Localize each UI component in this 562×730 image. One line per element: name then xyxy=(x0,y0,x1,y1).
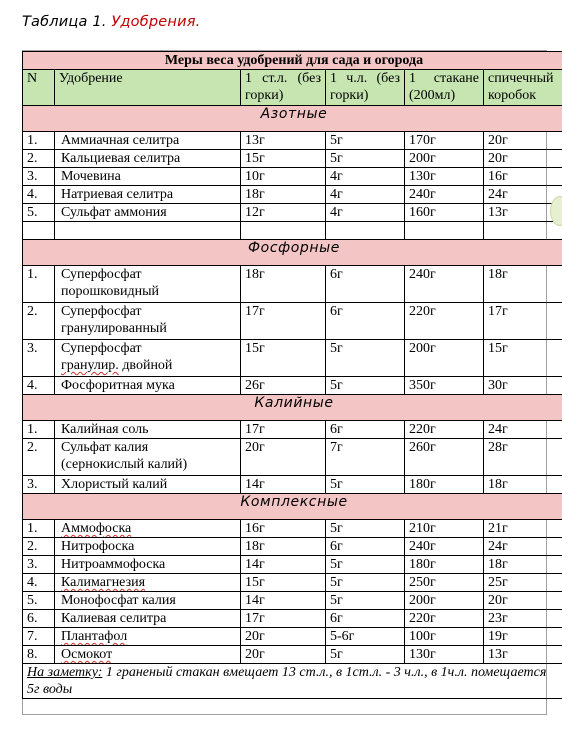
header-fertilizer: Удобрение xyxy=(55,70,241,106)
fertilizer-name xyxy=(55,592,241,610)
fertilizer-name-line: Калиевая селитра xyxy=(61,611,167,626)
fertilizer-name-line: Нитроаммофоска xyxy=(61,557,166,572)
caption-prefix: Таблица 1. xyxy=(22,14,107,30)
glass-weight: 240г xyxy=(405,186,484,204)
header-glass-line2: (200мл) xyxy=(409,88,456,103)
header-tablespoon xyxy=(241,70,326,106)
fertilizer-name-line: Сульфат аммония xyxy=(61,205,167,220)
note-text: 1 граненый стакан вмещает 13 ст.л., в 1ст.л. - 3 ч.л., в 1ч.л. помещается 5г воды xyxy=(27,665,547,697)
header-matchbox-line1: спичечный xyxy=(488,71,554,86)
teaspoon-weight: 5г xyxy=(326,476,405,494)
spoon-weight: 12г xyxy=(241,204,326,222)
table-row xyxy=(23,538,562,556)
row-number: 1. xyxy=(23,266,55,303)
box-weight: 17г xyxy=(484,303,562,340)
row-number: 1. xyxy=(23,421,55,439)
table-row xyxy=(23,646,562,664)
header-tablespoon-line2: горки) xyxy=(245,88,284,103)
fertilizer-name xyxy=(55,610,241,628)
fertilizer-name xyxy=(55,628,241,646)
row-number: 8. xyxy=(23,646,55,664)
spoon-weight: 20г xyxy=(241,439,326,476)
glass-weight: 160г xyxy=(405,204,484,222)
teaspoon-weight: 6г xyxy=(326,266,405,303)
table-row xyxy=(23,476,562,494)
fertilizer-name xyxy=(55,150,241,168)
column-header-row xyxy=(23,70,562,106)
spoon-weight: 18г xyxy=(241,186,326,204)
fertilizer-name-line: Аммиачная селитра xyxy=(61,133,180,148)
glass-weight: 200г xyxy=(405,150,484,168)
note-label: На заметку: xyxy=(27,665,103,680)
fertilizer-name-line: гранулир. двойной xyxy=(61,358,173,373)
note-row xyxy=(23,664,562,699)
fertilizer-name-line: (сернокислый калий) xyxy=(61,457,188,472)
header-teaspoon-line2: горки) xyxy=(330,88,369,103)
fertilizer-name-line: Натриевая селитра xyxy=(61,187,174,202)
spoon-weight: 18г xyxy=(241,538,326,556)
spoon-weight: 20г xyxy=(241,646,326,664)
spoon-weight: 15г xyxy=(241,574,326,592)
table-row xyxy=(23,222,562,240)
fertilizer-name-line: Осмокот xyxy=(61,647,113,662)
table-row xyxy=(23,439,562,476)
glass-weight: 220г xyxy=(405,421,484,439)
table-row xyxy=(23,520,562,538)
teaspoon-weight: 6г xyxy=(326,421,405,439)
teaspoon-weight: 5-6г xyxy=(326,628,405,646)
table-row xyxy=(23,556,562,574)
row-number: 3. xyxy=(23,340,55,377)
box-weight: 18г xyxy=(484,556,562,574)
glass-weight: 170г xyxy=(405,132,484,150)
glass-weight: 240г xyxy=(405,266,484,303)
glass-weight: 210г xyxy=(405,520,484,538)
table-caption xyxy=(22,14,200,30)
row-number: 6. xyxy=(23,610,55,628)
teaspoon-weight: 6г xyxy=(326,610,405,628)
teaspoon-weight: 4г xyxy=(326,186,405,204)
row-number: 2. xyxy=(23,303,55,340)
box-weight: 18г xyxy=(484,266,562,303)
teaspoon-weight: 5г xyxy=(326,132,405,150)
spoon-weight: 17г xyxy=(241,610,326,628)
teaspoon-weight: 7г xyxy=(326,439,405,476)
table-row xyxy=(23,377,562,395)
row-number xyxy=(23,222,55,240)
fertilizer-name-line: Сульфат калия xyxy=(61,440,149,455)
section-header-row xyxy=(23,494,562,520)
fertilizer-name-line: Аммофоска xyxy=(61,521,132,536)
fertilizer-name xyxy=(55,439,241,476)
glass-weight: 250г xyxy=(405,574,484,592)
glass-weight: 130г xyxy=(405,168,484,186)
table-row xyxy=(23,628,562,646)
glass-weight: 240г xyxy=(405,538,484,556)
table-row xyxy=(23,266,562,303)
fertilizer-name-line: Фосфоритная мука xyxy=(61,378,175,393)
spoon-weight: 17г xyxy=(241,421,326,439)
row-number: 2. xyxy=(23,150,55,168)
teaspoon-weight: 5г xyxy=(326,592,405,610)
table-row xyxy=(23,340,562,377)
row-number: 4. xyxy=(23,186,55,204)
section-title: Азотные xyxy=(23,106,562,132)
teaspoon-weight: 5г xyxy=(326,150,405,168)
spoon-weight: 18г xyxy=(241,266,326,303)
fertilizer-name xyxy=(55,520,241,538)
row-number: 2. xyxy=(23,439,55,476)
section-header-row xyxy=(23,395,562,421)
teaspoon-weight: 5г xyxy=(326,556,405,574)
note xyxy=(23,664,562,699)
box-weight: 20г xyxy=(484,132,562,150)
section-header-row xyxy=(23,106,562,132)
header-glass xyxy=(405,70,484,106)
fertilizer-name xyxy=(55,556,241,574)
row-number: 5. xyxy=(23,592,55,610)
row-number: 4. xyxy=(23,574,55,592)
fertilizer-name-line: Суперфосфат xyxy=(61,341,142,356)
fertilizer-name xyxy=(55,168,241,186)
table-title: Меры веса удобрений для сада и огорода xyxy=(23,52,562,70)
box-weight: 25г xyxy=(484,574,562,592)
fertilizer-name-line: Калимагнезия xyxy=(61,575,146,590)
fertilizer-name-line: Кальциевая селитра xyxy=(61,151,181,166)
spoon-weight: 14г xyxy=(241,476,326,494)
row-number: 7. xyxy=(23,628,55,646)
row-number: 3. xyxy=(23,168,55,186)
box-weight: 13г xyxy=(484,204,562,222)
box-weight: 24г xyxy=(484,421,562,439)
row-number: 2. xyxy=(23,538,55,556)
header-matchbox-line2: коробок xyxy=(488,88,537,103)
spoon-weight: 14г xyxy=(241,592,326,610)
fertilizer-name-line: Нитрофоска xyxy=(61,539,135,554)
header-glass-line1: 1 стакане xyxy=(409,71,479,86)
header-n: N xyxy=(23,70,55,106)
spoon-weight: 13г xyxy=(241,132,326,150)
fertilizer-name xyxy=(55,646,241,664)
table-title-row xyxy=(23,52,562,70)
row-number: 5. xyxy=(23,204,55,222)
fertilizer-name xyxy=(55,303,241,340)
spoon-weight: 26г xyxy=(241,377,326,395)
table-row xyxy=(23,186,562,204)
header-matchbox xyxy=(484,70,562,106)
glass-weight: 220г xyxy=(405,303,484,340)
row-number: 4. xyxy=(23,377,55,395)
table-row xyxy=(23,204,562,222)
fertilizer-name-line: Калийная соль xyxy=(61,422,149,437)
fertilizer-name xyxy=(55,266,241,303)
box-weight: 24г xyxy=(484,538,562,556)
box-weight: 23г xyxy=(484,610,562,628)
spoon-weight: 14г xyxy=(241,556,326,574)
glass-weight: 130г xyxy=(405,646,484,664)
row-number: 1. xyxy=(23,520,55,538)
spoon-weight: 15г xyxy=(241,150,326,168)
table-row xyxy=(23,168,562,186)
glass-weight: 200г xyxy=(405,340,484,377)
glass-weight: 350г xyxy=(405,377,484,395)
fertilizer-table xyxy=(22,51,562,699)
fertilizer-name-line: Хлористый калий xyxy=(61,477,168,492)
teaspoon-weight: 6г xyxy=(326,303,405,340)
teaspoon-weight: 4г xyxy=(326,168,405,186)
box-weight: 15г xyxy=(484,340,562,377)
glass-weight: 180г xyxy=(405,476,484,494)
teaspoon-weight: 5г xyxy=(326,340,405,377)
table-row xyxy=(23,303,562,340)
fertilizer-name xyxy=(55,574,241,592)
header-tablespoon-line1: 1 ст.л. (без xyxy=(245,71,321,86)
box-weight: 18г xyxy=(484,476,562,494)
teaspoon-weight: 4г xyxy=(326,204,405,222)
box-weight: 19г xyxy=(484,628,562,646)
fertilizer-name xyxy=(55,538,241,556)
section-title: Калийные xyxy=(23,395,562,421)
fertilizer-name-line: Суперфосфат xyxy=(61,304,142,319)
spoon-weight xyxy=(241,222,326,240)
glass-weight: 100г xyxy=(405,628,484,646)
fertilizer-name xyxy=(55,222,241,240)
fertilizer-name xyxy=(55,421,241,439)
glass-weight: 180г xyxy=(405,556,484,574)
fertilizer-name xyxy=(55,476,241,494)
box-weight xyxy=(484,222,562,240)
fertilizer-name xyxy=(55,186,241,204)
box-weight: 24г xyxy=(484,186,562,204)
teaspoon-weight: 5г xyxy=(326,377,405,395)
teaspoon-weight: 6г xyxy=(326,538,405,556)
spoon-weight: 15г xyxy=(241,340,326,377)
teaspoon-weight: 5г xyxy=(326,574,405,592)
section-title: Фосфорные xyxy=(23,240,562,266)
teaspoon-weight xyxy=(326,222,405,240)
table-row xyxy=(23,610,562,628)
fertilizer-name xyxy=(55,377,241,395)
table-row xyxy=(23,574,562,592)
teaspoon-weight: 5г xyxy=(326,520,405,538)
table-row xyxy=(23,150,562,168)
box-weight: 20г xyxy=(484,592,562,610)
teaspoon-weight: 5г xyxy=(326,646,405,664)
spoon-weight: 20г xyxy=(241,628,326,646)
fertilizer-name-line: гранулированный xyxy=(61,321,167,336)
row-number: 3. xyxy=(23,556,55,574)
row-number: 3. xyxy=(23,476,55,494)
fertilizer-name xyxy=(55,340,241,377)
glass-weight: 260г xyxy=(405,439,484,476)
header-teaspoon xyxy=(326,70,405,106)
glass-weight: 200г xyxy=(405,592,484,610)
fertilizer-name-line: Суперфосфат xyxy=(61,267,142,282)
fertilizer-name-line: Плантафол xyxy=(61,629,128,644)
row-number: 1. xyxy=(23,132,55,150)
section-title: Комплексные xyxy=(23,494,562,520)
spoon-weight: 16г xyxy=(241,520,326,538)
header-teaspoon-line1: 1 ч.л. (без xyxy=(330,71,400,86)
box-weight: 16г xyxy=(484,168,562,186)
box-weight: 21г xyxy=(484,520,562,538)
table-row xyxy=(23,592,562,610)
table-row xyxy=(23,421,562,439)
glass-weight xyxy=(405,222,484,240)
spoon-weight: 10г xyxy=(241,168,326,186)
fertilizer-name xyxy=(55,132,241,150)
fertilizer-name-line: Мочевина xyxy=(61,169,121,184)
box-weight: 20г xyxy=(484,150,562,168)
box-weight: 30г xyxy=(484,377,562,395)
fertilizer-name-line: порошковидный xyxy=(61,284,159,299)
box-weight: 13г xyxy=(484,646,562,664)
glass-weight: 220г xyxy=(405,610,484,628)
table-row xyxy=(23,132,562,150)
fertilizer-name-line: Монофосфат калия xyxy=(61,593,176,608)
box-weight: 28г xyxy=(484,439,562,476)
fertilizer-name xyxy=(55,204,241,222)
section-header-row xyxy=(23,240,562,266)
spoon-weight: 17г xyxy=(241,303,326,340)
caption-title: Удобрения. xyxy=(111,14,201,30)
